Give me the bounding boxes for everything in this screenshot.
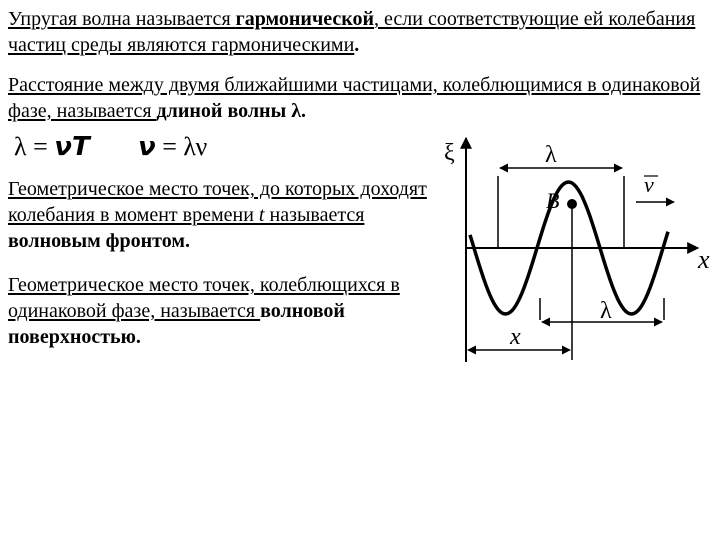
formula1-left: λ =	[14, 132, 55, 161]
formula2-right: = λν	[155, 132, 208, 161]
p3-text-b: называется	[264, 204, 365, 226]
paragraph-wavelength	[8, 72, 708, 124]
p3-bold-term: волновым фронтом	[8, 230, 185, 252]
p1-bold-term: гармонической	[235, 8, 375, 30]
formula-v-lambda-nu	[138, 132, 207, 162]
p4-end: .	[135, 326, 141, 348]
x-distance-label: x	[510, 324, 521, 350]
lambda-top-label: λ	[545, 142, 557, 168]
paragraph-harmonic-wave	[8, 6, 708, 58]
p1-end: .	[354, 34, 360, 56]
velocity-label: v	[644, 172, 654, 197]
p4-text-a: Геометрическое место точек, колеблющихся в одинаковой фазе, называется	[8, 274, 400, 322]
formula2-left: ν	[138, 132, 156, 162]
x-axis-label: x	[698, 245, 710, 274]
p2-bold-term: длиной волны λ	[156, 100, 302, 122]
paragraph-wave-surface	[8, 272, 448, 350]
p3-end: .	[184, 230, 190, 252]
p2-text-a: Расстояние между двумя ближайшими частицами, колеблющимися в одинаковой фазе, называется	[8, 74, 701, 122]
point-b	[567, 199, 577, 209]
p1-text-b: , если соответствующие ей колебания частиц среды являются гармоническими	[8, 8, 696, 56]
wavelength-formulas	[14, 132, 274, 166]
p3-text-a: Геометрическое место точек, до которых доходят колебания в момент времени	[8, 178, 427, 226]
p2-end: .	[301, 100, 307, 122]
formula-lambda-vT	[14, 132, 90, 162]
y-axis-label: ξ	[444, 140, 455, 166]
wave-diagram	[440, 130, 720, 370]
p3-italic-t: t	[258, 204, 265, 226]
p1-text-a: Упругая волна называется	[8, 8, 236, 30]
p4-bold-term: волновой поверхностью	[8, 300, 345, 348]
paragraph-wave-front	[8, 176, 448, 254]
lambda-bottom-label: λ	[600, 298, 612, 324]
formula1-right: νT	[54, 132, 90, 162]
point-b-label: B	[546, 188, 560, 213]
